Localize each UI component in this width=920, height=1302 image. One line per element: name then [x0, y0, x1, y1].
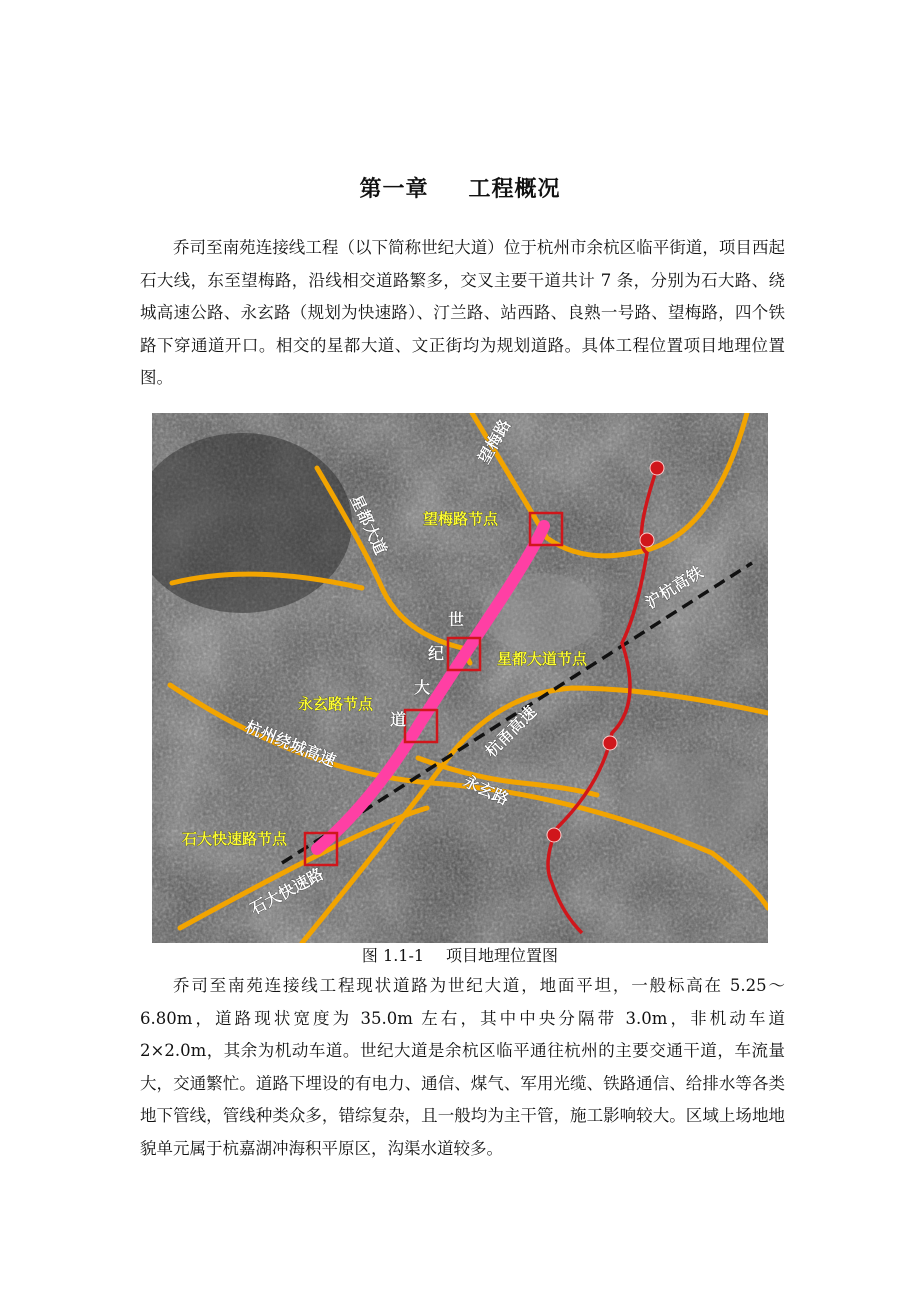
label-yongxuan-node: 永玄路节点 — [298, 695, 374, 713]
light-area — [482, 573, 602, 653]
light-area — [622, 753, 762, 853]
label-yongxuan: 永玄路 — [460, 771, 512, 809]
caption-number: 图 1.1-1 — [361, 946, 425, 965]
station-marker — [650, 461, 664, 475]
label-shiji-3: 大 — [414, 678, 431, 697]
label-xingdu-node: 星都大道节点 — [497, 650, 588, 668]
label-shida-node: 石大快速路节点 — [182, 830, 288, 848]
figure-caption — [0, 943, 920, 966]
chapter-heading — [0, 172, 920, 203]
label-shiji-1: 世 — [448, 610, 465, 629]
chapter-title: 工程概况 — [468, 177, 561, 202]
paragraph-intro: 乔司至南苑连接线工程（以下简称世纪大道）位于杭州市余杭区临平街道，项目西起石大线，东至望梅路，沿线相交道路繁多，交叉主要干道共计 7 条，分别为石大路、绕城高速公路、永玄路（规划为快速路）、汀兰路、站西路、良熟一号路、望梅路，四个铁路下穿通道开口。相交的星都大道、文正街均为规划道路。具体工程位置项目地理位置图。 — [140, 238, 785, 387]
label-shiji-2: 纪 — [428, 644, 445, 663]
label-wangmei: 望梅路 — [474, 415, 515, 467]
label-shiji-4: 道 — [390, 710, 407, 729]
chapter-number: 第一章 — [359, 177, 429, 202]
label-shida: 石大快速路 — [246, 864, 327, 919]
label-hangnan: 杭甬高速 — [481, 702, 541, 761]
location-map-figure — [152, 413, 768, 943]
station-marker — [603, 736, 617, 750]
label-xingdu: 星都大道 — [346, 491, 391, 558]
label-huhang: 沪杭高铁 — [642, 562, 707, 613]
label-hangzhou-ring: 杭州绕城高速 — [242, 717, 339, 771]
label-wangmei-node: 望梅路节点 — [423, 510, 499, 528]
station-marker — [547, 828, 561, 842]
paragraph-status: 乔司至南苑连接线工程现状道路为世纪大道，地面平坦，一般标高在 5.25～6.80m，道路现状宽度为 35.0m 左右，其中中央分隔带 3.0m，非机动车道 2×2.0m，其余为机动车道。世纪大道是余杭区临平通往杭州的主要交通干道，车流量大，交通繁忙。道路下埋设的有电力、通信、煤气、军用光缆、铁路通信、给排水等各类地下管线，管线种类众多，错综复杂，且一般均为主干管，施工影响较大。区域上场地地貌单元属于杭嘉湖冲海积平原区，沟渠水道较多。 — [140, 976, 785, 1158]
station-marker — [640, 533, 654, 547]
caption-text: 项目地理位置图 — [446, 946, 559, 965]
